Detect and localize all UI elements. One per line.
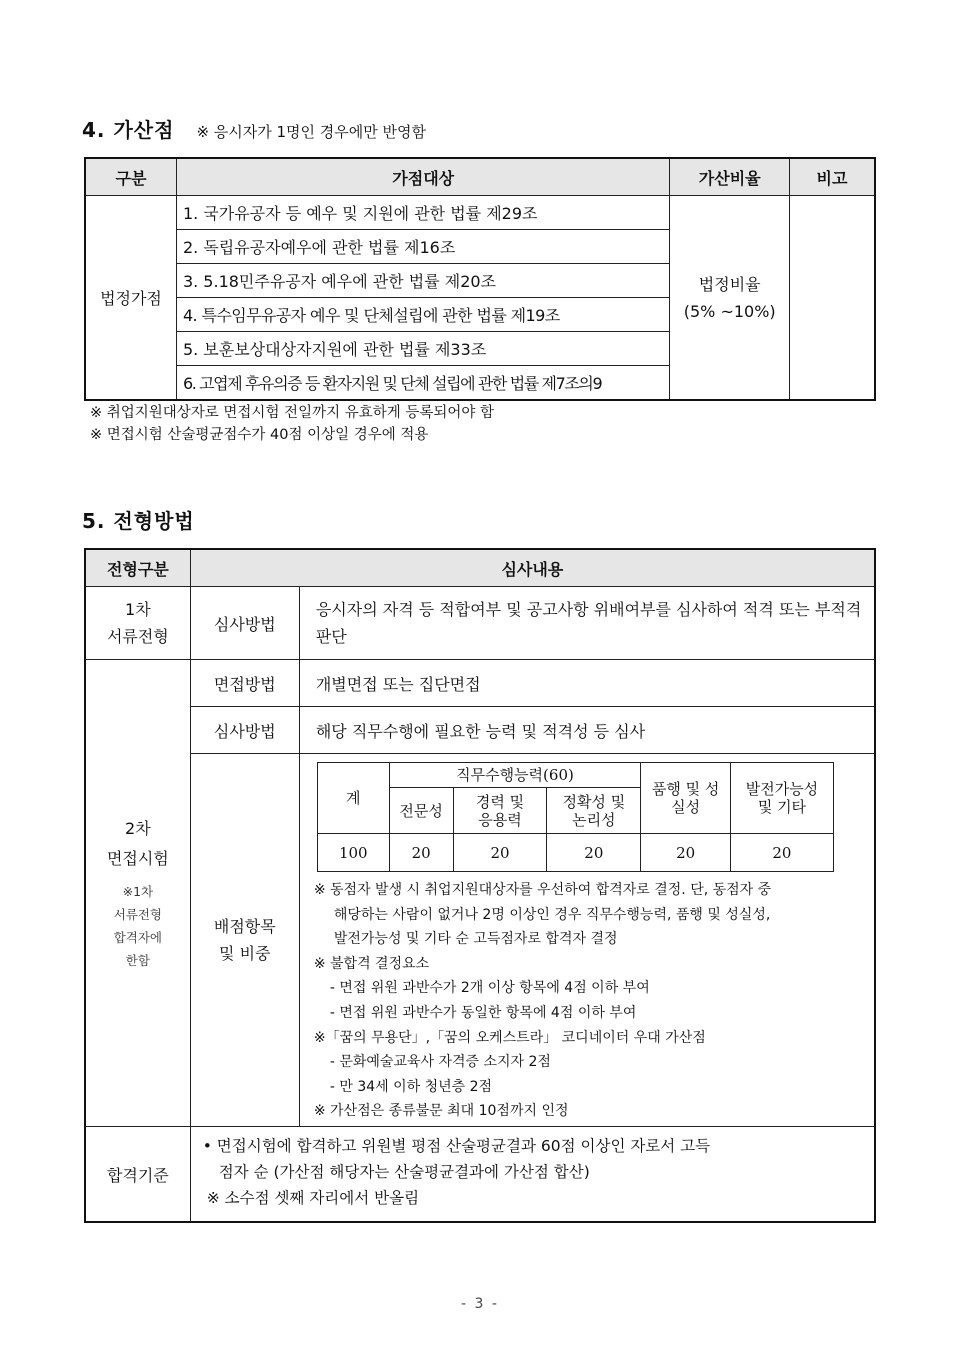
subnote-line: 한함	[125, 952, 150, 968]
pass-line: • 면접시험에 합격하고 위원별 평점 산술평균결과 60점 이상인 자로서 고득	[202, 1136, 711, 1155]
footnote: ※ 취업지원대상자로 면접시험 전일까지 유효하게 등록되어야 함	[90, 405, 494, 421]
header-content: 심사내용	[190, 549, 875, 587]
stage2-review-row	[85, 707, 875, 754]
header-remark: 비고	[789, 158, 875, 196]
score-col5-label: 발전가능성 및 기타	[731, 763, 834, 834]
score-value: 100	[317, 834, 389, 872]
bonus-points-table	[84, 157, 876, 401]
review-label: 심사방법	[190, 707, 299, 754]
bonus-category: 법정가점	[85, 196, 176, 401]
section4-title: 4. 가산점	[82, 118, 175, 142]
score-col4-label: 품행 및 성실성	[641, 763, 731, 834]
note-line: - 만 34세 이하 청년층 2점	[329, 1078, 493, 1095]
section4-footnotes	[90, 402, 494, 446]
rate-line2: (5% ~10%)	[683, 301, 776, 321]
bonus-row	[85, 196, 875, 230]
note-line: - 문화예술교육사 자격증 소지자 2점	[329, 1054, 551, 1071]
pass-label: 합격기준	[85, 1126, 190, 1222]
stage2-interview-row	[85, 660, 875, 707]
note-line: - 면접 위원 과반수가 2개 이상 항목에 4점 이하 부여	[329, 980, 650, 997]
stage1-method-text: 응시자의 자격 등 적합여부 및 공고사항 위배여부를 심사하여 적격 또는 부적격 판단	[299, 587, 875, 660]
subnote-line: 합격자에	[113, 929, 162, 945]
score-label	[190, 754, 299, 1127]
score-group-label: 직무수행능력(60)	[389, 763, 641, 788]
bonus-item: 1. 국가유공자 등 예우 및 지원에 관한 법률 제29조	[176, 196, 670, 230]
selection-method-table	[84, 548, 876, 1223]
score-sub-label: 전문성	[389, 788, 453, 834]
stage2-name	[85, 660, 190, 1127]
stage1-name-line2: 서류전형	[106, 627, 169, 646]
score-header-row	[317, 763, 833, 788]
bonus-header-row	[85, 158, 875, 196]
score-value-row	[317, 834, 833, 872]
score-total-label: 계	[317, 763, 389, 834]
score-value: 20	[641, 834, 731, 872]
interview-label: 면접방법	[190, 660, 299, 707]
note-line: 발전가능성 및 기타 순 고득점자로 합격자 결정	[333, 931, 618, 948]
score-label-line1: 배점항목	[213, 916, 276, 936]
note-line: ※ 가산점은 종류불문 최대 10점까지 인정	[313, 1103, 569, 1120]
bonus-item: 4. 특수임무유공자 예우 및 단체설립에 관한 법률 제19조	[176, 298, 670, 332]
note-line: ※ 동점자 발생 시 취업지원대상자를 우선하여 합격자로 결정. 단, 동점자 중	[313, 882, 772, 898]
header-target: 가점대상	[176, 158, 670, 196]
score-sub-label: 경력 및 응용력	[453, 788, 547, 834]
score-value: 20	[389, 834, 453, 872]
note-line: ※「꿈의 무용단」,「꿈의 오케스트라」 코디네이터 우대 가산점	[313, 1029, 706, 1046]
score-value: 20	[453, 834, 547, 872]
score-value: 20	[547, 834, 641, 872]
bonus-item: 3. 5.18민주유공자 예우에 관한 법률 제20조	[176, 264, 670, 298]
stage2-name-line1: 2차	[125, 818, 151, 838]
stage2-name-line2: 면접시험	[106, 848, 169, 868]
score-value: 20	[731, 834, 834, 872]
pass-text	[190, 1126, 875, 1222]
footnote: ※ 면접시험 산술평균점수가 40점 이상일 경우에 적용	[90, 427, 429, 443]
pass-line: 점자 순 (가산점 해당자는 산술평균결과에 가산점 합산)	[218, 1162, 590, 1181]
interview-text: 개별면접 또는 집단면접	[299, 660, 875, 707]
rate-line1: 법정비율	[698, 274, 761, 294]
page-number: - 3 -	[461, 1296, 499, 1312]
pass-row	[85, 1126, 875, 1222]
stage1-row	[85, 587, 875, 660]
header-stage: 전형구분	[85, 549, 190, 587]
stage1-name	[85, 587, 190, 660]
note-line: ※ 불합격 결정요소	[313, 955, 430, 972]
stage2-score-row	[85, 754, 875, 1127]
score-table	[317, 762, 834, 872]
pass-line: ※ 소수점 셋째 자리에서 반올림	[206, 1188, 420, 1207]
score-label-line2: 및 비중	[219, 943, 271, 963]
bonus-item: 6. 고엽제 후유의증 등 환자지원 및 단체 설립에 관한 법률 제7조의9	[176, 366, 670, 401]
stage2-subnote	[86, 880, 190, 972]
bonus-item: 5. 보훈보상대상자지원에 관한 법률 제33조	[176, 332, 670, 366]
bonus-item: 2. 독립유공자예우에 관한 법률 제16조	[176, 230, 670, 264]
selection-header-row	[85, 549, 875, 587]
section4-heading	[82, 114, 426, 143]
header-rate: 가산비율	[670, 158, 790, 196]
section4-note: ※ 응시자가 1명인 경우에만 반영함	[196, 123, 426, 141]
bonus-remark	[789, 196, 875, 401]
section5-title: 5. 전형방법	[82, 509, 195, 533]
subnote-line: 서류전형	[113, 906, 162, 922]
subnote-line: ※1차	[122, 883, 154, 899]
stage1-method-label: 심사방법	[190, 587, 299, 660]
score-notes	[300, 872, 874, 1126]
bonus-rate	[670, 196, 790, 401]
note-line: 해당하는 사람이 없거나 2명 이상인 경우 직무수행능력, 품행 및 성실성,	[333, 906, 771, 923]
stage1-name-line1: 1차	[125, 600, 151, 619]
header-category: 구분	[85, 158, 176, 196]
note-line: - 면접 위원 과반수가 동일한 항목에 4점 이하 부여	[329, 1004, 637, 1021]
score-content	[299, 754, 875, 1127]
score-sub-label: 정확성 및논리성	[547, 788, 641, 834]
review-text: 해당 직무수행에 필요한 능력 및 적격성 등 심사	[299, 707, 875, 754]
